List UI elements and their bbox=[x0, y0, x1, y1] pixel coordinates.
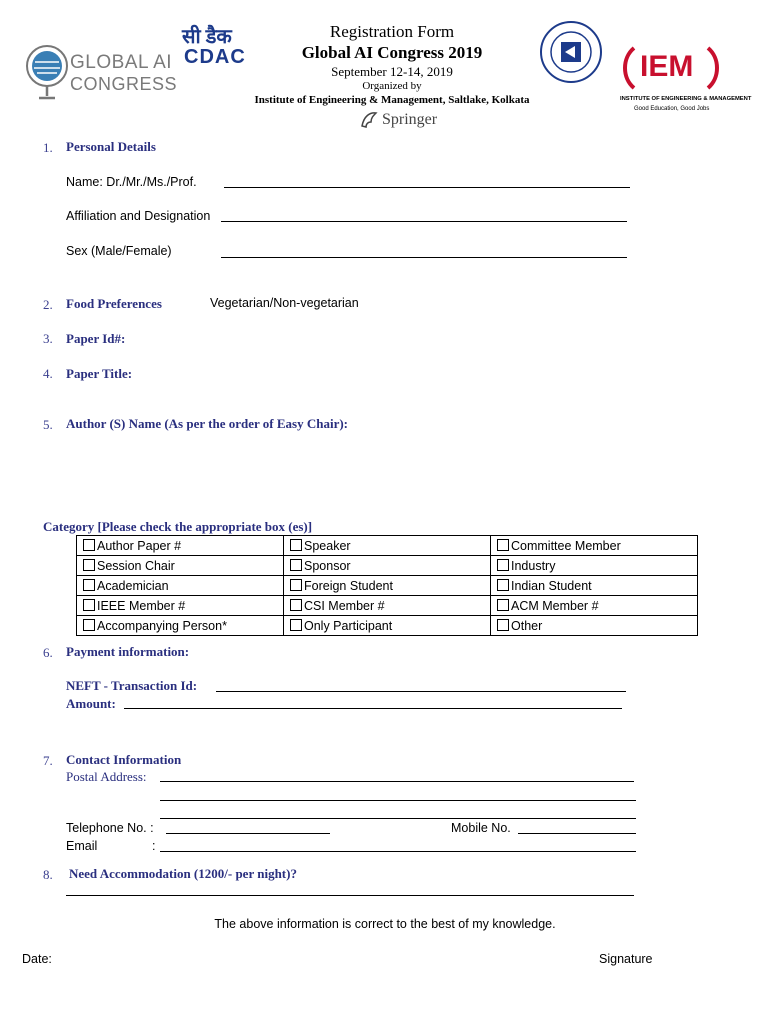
iem-logo-subtitle: INSTITUTE OF ENGINEERING & MANAGEMENT bbox=[620, 96, 752, 102]
category-option[interactable] bbox=[491, 596, 698, 616]
postal-address-line-2[interactable] bbox=[160, 789, 636, 801]
date-label: Date: bbox=[22, 952, 52, 966]
checkbox[interactable] bbox=[497, 559, 509, 571]
category-option-label: CSI Member # bbox=[304, 598, 385, 613]
category-row bbox=[77, 576, 698, 596]
section-2-number: 2. bbox=[43, 297, 53, 312]
iem-logo-tagline: Good Education, Good Jobs bbox=[634, 106, 710, 112]
global-ai-logo-line2: CONGRESS bbox=[70, 74, 178, 94]
iem-logo-text: IEM bbox=[640, 50, 694, 83]
section-4-number: 4. bbox=[43, 366, 53, 381]
checkbox[interactable] bbox=[290, 579, 302, 591]
cdac-logo-text: CDAC bbox=[184, 46, 246, 68]
category-option-label: Accompanying Person* bbox=[97, 618, 227, 633]
neft-field[interactable] bbox=[216, 680, 626, 692]
category-option[interactable] bbox=[77, 536, 284, 556]
checkbox[interactable] bbox=[290, 599, 302, 611]
checkbox[interactable] bbox=[497, 539, 509, 551]
neft-label: NEFT - Transaction Id: bbox=[66, 678, 198, 693]
springer-text: Springer bbox=[382, 111, 438, 128]
category-option[interactable] bbox=[284, 556, 491, 576]
csi-logo bbox=[539, 20, 603, 84]
checkbox[interactable] bbox=[83, 599, 95, 611]
checkbox[interactable] bbox=[83, 539, 95, 551]
postal-address-line-1[interactable] bbox=[160, 770, 634, 782]
institute-name: Institute of Engineering & Management, Saltlake, Kolkata bbox=[254, 94, 530, 106]
event-title: Global AI Congress 2019 bbox=[301, 43, 483, 62]
category-title: Category [Please check the appropriate box (es)] bbox=[43, 519, 313, 534]
category-row bbox=[77, 556, 698, 576]
mobile-field[interactable] bbox=[518, 822, 636, 834]
accommodation-field[interactable] bbox=[66, 884, 634, 896]
food-preference-value: Vegetarian/Non-vegetarian bbox=[210, 296, 359, 310]
section-6-title: Payment information: bbox=[66, 644, 190, 659]
section-5-number: 5. bbox=[43, 417, 53, 432]
springer-logo bbox=[358, 108, 448, 132]
category-option[interactable] bbox=[77, 616, 284, 636]
checkbox[interactable] bbox=[290, 619, 302, 631]
section-4-title: Paper Title: bbox=[66, 366, 133, 381]
amount-field[interactable] bbox=[124, 697, 622, 709]
section-5-title: Author (S) Name (As per the order of Easy Chair): bbox=[66, 416, 349, 431]
category-option-label: Academician bbox=[97, 578, 169, 593]
section-8-title: Need Accommodation (1200/- per night)? bbox=[69, 866, 297, 881]
category-option[interactable] bbox=[491, 616, 698, 636]
category-option-label: Author Paper # bbox=[97, 538, 182, 553]
sex-field[interactable] bbox=[221, 245, 627, 258]
category-option[interactable] bbox=[284, 616, 491, 636]
event-dates: September 12-14, 2019 bbox=[331, 64, 453, 79]
category-option[interactable] bbox=[491, 536, 698, 556]
category-option[interactable] bbox=[77, 596, 284, 616]
category-option-label: Speaker bbox=[304, 538, 351, 553]
category-option-label: Foreign Student bbox=[304, 578, 393, 593]
category-option[interactable] bbox=[491, 576, 698, 596]
name-label: Name: Dr./Mr./Ms./Prof. bbox=[66, 175, 197, 189]
section-6-number: 6. bbox=[43, 645, 53, 660]
name-field[interactable] bbox=[224, 175, 630, 188]
mobile-label: Mobile No. bbox=[451, 821, 511, 835]
category-option-label: Industry bbox=[511, 558, 556, 573]
sex-label: Sex (Male/Female) bbox=[66, 244, 172, 258]
checkbox[interactable] bbox=[83, 579, 95, 591]
affiliation-field[interactable] bbox=[221, 209, 627, 222]
checkbox[interactable] bbox=[290, 539, 302, 551]
category-option[interactable] bbox=[284, 596, 491, 616]
category-option-label: Only Participant bbox=[304, 618, 393, 633]
section-3-title: Paper Id#: bbox=[66, 331, 126, 346]
checkbox[interactable] bbox=[83, 559, 95, 571]
section-3-number: 3. bbox=[43, 331, 53, 346]
csi-seal-icon bbox=[539, 20, 603, 84]
checkbox[interactable] bbox=[83, 619, 95, 631]
checkbox[interactable] bbox=[497, 619, 509, 631]
category-option-label: Indian Student bbox=[511, 578, 592, 593]
declaration-text: The above information is correct to the best of my knowledge. bbox=[214, 917, 556, 931]
category-option-label: Committee Member bbox=[511, 538, 621, 553]
category-option-label: IEEE Member # bbox=[97, 598, 186, 613]
cdac-logo-hindi: सी डैक bbox=[182, 26, 232, 48]
category-option[interactable] bbox=[284, 536, 491, 556]
category-row bbox=[77, 616, 698, 636]
affiliation-label: Affiliation and Designation bbox=[66, 209, 211, 223]
organized-by: Organized by bbox=[362, 80, 422, 92]
section-7-title: Contact Information bbox=[66, 752, 182, 767]
category-option-label: Other bbox=[511, 618, 543, 633]
category-row bbox=[77, 596, 698, 616]
telephone-field[interactable] bbox=[166, 822, 330, 834]
checkbox[interactable] bbox=[497, 599, 509, 611]
email-label: Email bbox=[66, 839, 98, 853]
checkbox[interactable] bbox=[497, 579, 509, 591]
category-option[interactable] bbox=[491, 556, 698, 576]
section-7-number: 7. bbox=[43, 753, 53, 768]
category-table bbox=[76, 535, 698, 636]
section-8-number: 8. bbox=[43, 867, 53, 882]
category-option-label: Sponsor bbox=[304, 558, 351, 573]
signature-label: Signature bbox=[599, 952, 653, 966]
category-option[interactable] bbox=[284, 576, 491, 596]
category-option-label: Session Chair bbox=[97, 558, 175, 573]
form-title: Registration Form bbox=[329, 22, 455, 41]
checkbox[interactable] bbox=[290, 559, 302, 571]
amount-label: Amount: bbox=[66, 696, 116, 711]
category-row bbox=[77, 536, 698, 556]
category-option[interactable] bbox=[77, 576, 284, 596]
category-option-label: ACM Member # bbox=[511, 598, 599, 613]
springer-horse-icon bbox=[358, 108, 380, 130]
iem-logo bbox=[620, 44, 752, 116]
postal-address-line-3[interactable] bbox=[160, 807, 636, 819]
email-field[interactable] bbox=[160, 840, 636, 852]
section-1-title: Personal Details bbox=[66, 139, 156, 154]
telephone-label: Telephone No. : bbox=[66, 821, 154, 835]
category-option[interactable] bbox=[77, 556, 284, 576]
global-ai-logo-line1: GLOBAL AI bbox=[70, 52, 173, 73]
section-1-number: 1. bbox=[43, 140, 53, 155]
section-2-title: Food Preferences bbox=[66, 296, 162, 311]
postal-address-label: Postal Address: bbox=[66, 769, 147, 784]
email-colon: : bbox=[152, 839, 156, 853]
